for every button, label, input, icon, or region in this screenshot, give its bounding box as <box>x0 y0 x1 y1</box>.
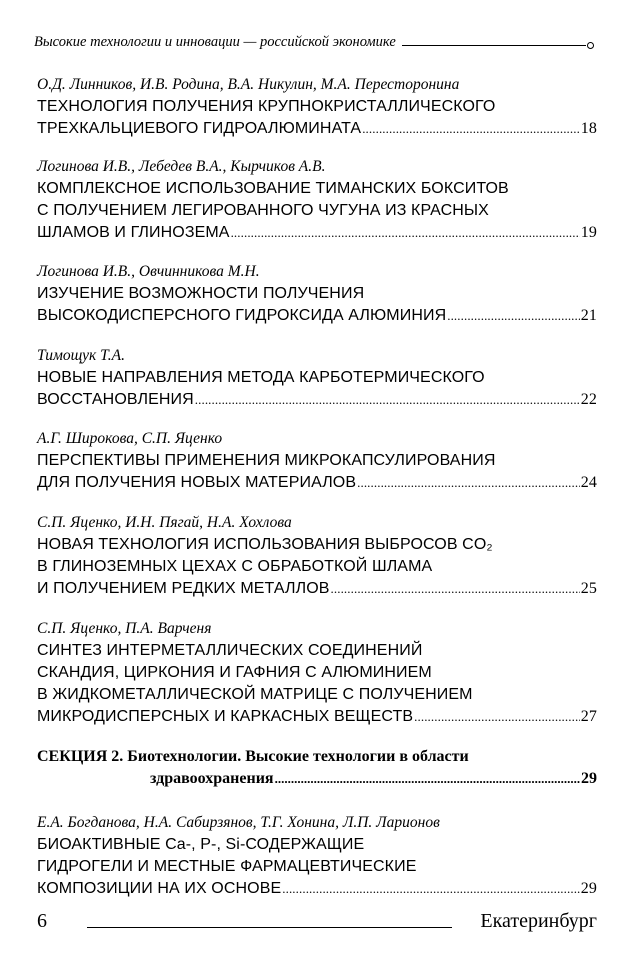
page-footer <box>37 910 597 933</box>
entry-page-number: 19 <box>580 224 597 241</box>
entry-authors: С.П. Яценко, И.Н. Пягай, Н.А. Хохлова <box>37 514 292 531</box>
leader-dots <box>447 305 580 327</box>
entry-title-last-line <box>37 706 597 728</box>
leader-dots <box>357 472 580 494</box>
leader-dots <box>195 389 580 411</box>
entry-title-last-line <box>37 222 597 244</box>
entry-title-last-line <box>37 118 597 140</box>
leader-dots <box>414 706 580 728</box>
entry-title-last-line <box>37 305 597 327</box>
entry-title-line: С ПОЛУЧЕНИЕМ ЛЕГИРОВАННОГО ЧУГУНА ИЗ КРАСНЫХ <box>37 202 489 219</box>
entry-page-number: 24 <box>580 474 597 491</box>
toc-entry[interactable] <box>37 812 597 900</box>
header-circle-ornament <box>587 42 594 49</box>
entry-authors: С.П. Яценко, П.А. Варченя <box>37 620 212 637</box>
entry-title-line: ГИДРОГЕЛИ И МЕСТНЫЕ ФАРМАЦЕВТИЧЕСКИЕ <box>37 858 417 875</box>
entry-title-text: ВОССТАНОВЛЕНИЯ <box>37 391 194 408</box>
entry-title-line: СКАНДИЯ, ЦИРКОНИЯ И ГАФНИЯ С АЛЮМИНИЕМ <box>37 664 432 681</box>
entry-title-line: СИНТЕЗ ИНТЕРМЕТАЛЛИЧЕСКИХ СОЕДИНЕНИЙ <box>37 642 423 659</box>
entry-title-text: КОМПОЗИЦИИ НА ИХ ОСНОВЕ <box>37 880 282 897</box>
running-header <box>34 34 594 51</box>
toc-entry[interactable] <box>37 74 597 140</box>
section-page-number: 29 <box>581 770 597 787</box>
toc-entry[interactable] <box>37 512 597 600</box>
section-title-text: здравоохранения <box>150 770 274 787</box>
leader-dots <box>331 578 580 600</box>
entry-title-line: В ЖИДКОМЕТАЛЛИЧЕСКОЙ МАТРИЦЕ С ПОЛУЧЕНИЕМ <box>37 686 473 703</box>
entry-page-number: 18 <box>580 120 597 137</box>
toc-entry[interactable] <box>37 618 597 728</box>
entry-title-line: ИЗУЧЕНИЕ ВОЗМОЖНОСТИ ПОЛУЧЕНИЯ <box>37 285 365 302</box>
section-heading[interactable] <box>37 746 597 790</box>
entry-title-last-line <box>37 472 597 494</box>
entry-title-text: МИКРОДИСПЕРСНЫХ И КАРКАСНЫХ ВЕЩЕСТВ <box>37 708 414 725</box>
entry-authors: Е.А. Богданова, Н.А. Сабирзянов, Т.Г. Хонина, Л.П. Ларионов <box>37 814 440 831</box>
entry-title-line: БИОАКТИВНЫЕ Ca-, P-, Si-СОДЕРЖАЩИЕ <box>37 836 365 853</box>
entry-title-text: ТРЕХКАЛЬЦИЕВОГО ГИДРОАЛЮМИНАТА <box>37 120 362 137</box>
entry-page-number: 21 <box>580 307 597 324</box>
entry-authors: О.Д. Линников, И.В. Родина, В.А. Никулин, М.А. Пересторонина <box>37 76 460 93</box>
entry-page-number: 25 <box>580 580 597 597</box>
entry-title-text: И ПОЛУЧЕНИЕМ РЕДКИХ МЕТАЛЛОВ <box>37 580 330 597</box>
entry-title-line: КОМПЛЕКСНОЕ ИСПОЛЬЗОВАНИЕ ТИМАНСКИХ БОКСИТОВ <box>37 180 509 197</box>
entry-title-line: НОВЫЕ НАПРАВЛЕНИЯ МЕТОДА КАРБОТЕРМИЧЕСКОГО <box>37 369 485 386</box>
entry-title-text: ШЛАМОВ И ГЛИНОЗЕМА <box>37 224 230 241</box>
footer-rule <box>87 927 452 928</box>
entry-authors: Тимощук Т.А. <box>37 347 126 364</box>
footer-page-number: 6 <box>37 910 47 932</box>
header-title: Высокие технологии и инновации — российской экономике <box>34 34 396 50</box>
entry-page-number: 22 <box>580 391 597 408</box>
entry-title-line: НОВАЯ ТЕХНОЛОГИЯ ИСПОЛЬЗОВАНИЯ ВЫБРОСОВ CO₂ <box>37 536 493 553</box>
toc-entry[interactable] <box>37 156 597 244</box>
entry-title-last-line <box>37 878 597 900</box>
toc-entry[interactable] <box>37 261 597 327</box>
entry-authors: Логинова И.В., Лебедев В.А., Кырчиков А.В. <box>37 158 326 175</box>
toc-entry[interactable] <box>37 428 597 494</box>
section-title-last-line <box>150 768 597 790</box>
entry-title-line: ТЕХНОЛОГИЯ ПОЛУЧЕНИЯ КРУПНОКРИСТАЛЛИЧЕСКОГО <box>37 98 496 115</box>
entry-page-number: 27 <box>580 708 597 725</box>
entry-page-number: 29 <box>580 880 597 897</box>
entry-title-text: ВЫСОКОДИСПЕРСНОГО ГИДРОКСИДА АЛЮМИНИЯ <box>37 307 447 324</box>
header-rule <box>402 45 586 46</box>
entry-title-text: ДЛЯ ПОЛУЧЕНИЯ НОВЫХ МАТЕРИАЛОВ <box>37 474 357 491</box>
leader-dots <box>275 768 580 790</box>
leader-dots <box>282 878 580 900</box>
entry-authors: А.Г. Широкова, С.П. Яценко <box>37 430 223 447</box>
entry-title-last-line <box>37 389 597 411</box>
entry-title-last-line <box>37 578 597 600</box>
toc-entry[interactable] <box>37 345 597 411</box>
leader-dots <box>231 222 580 244</box>
footer-city: Екатеринбург <box>480 910 597 932</box>
leader-dots <box>362 118 580 140</box>
entry-authors: Логинова И.В., Овчинникова М.Н. <box>37 263 260 280</box>
section-title-line: СЕКЦИЯ 2. Биотехнологии. Высокие технологии в области <box>37 748 469 765</box>
entry-title-line: ПЕРСПЕКТИВЫ ПРИМЕНЕНИЯ МИКРОКАПСУЛИРОВАНИЯ <box>37 452 496 469</box>
entry-title-line: В ГЛИНОЗЕМНЫХ ЦЕХАХ С ОБРАБОТКОЙ ШЛАМА <box>37 558 433 575</box>
